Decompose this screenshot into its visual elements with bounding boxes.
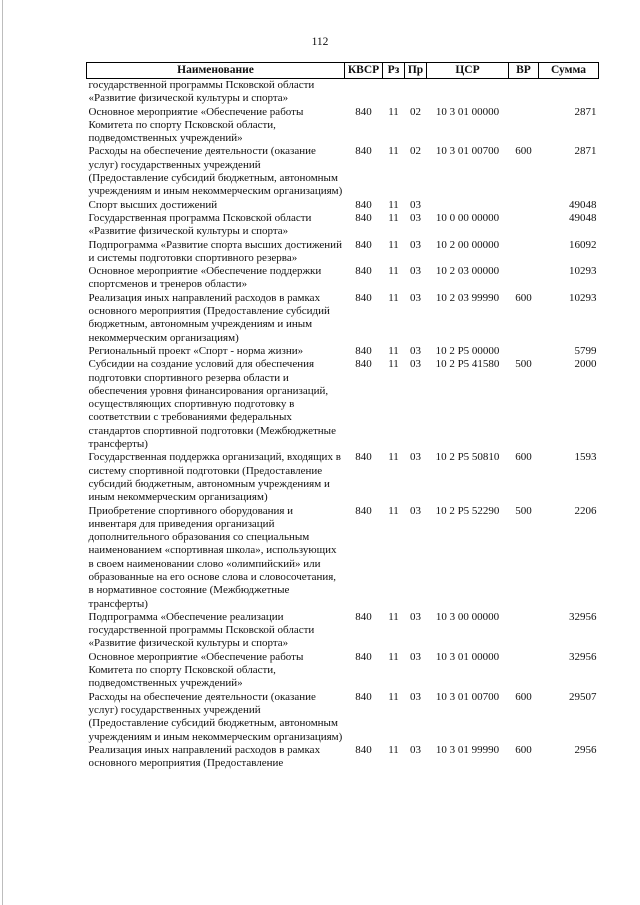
cell-sum: 2206 (574, 504, 597, 517)
cell-vr (509, 345, 539, 358)
cell-pr: 03 (410, 198, 421, 211)
cell-vr: 600 (515, 690, 532, 703)
cell-name: Региональный проект «Спорт - норма жизни» (88, 344, 304, 357)
header-row (87, 63, 599, 79)
cell-sum: 2956 (574, 743, 597, 756)
cell-name: Расходы на обеспечение деятельности (оказание услуг) государственных учреждений (Предоставление субсидий бюджетным, автономным учреждениям и иным некоммерческим организациям) (88, 145, 343, 198)
cell-name: Приобретение спортивного оборудования и инвентаря для приведения организаций дополнительного образования со специальным наименованием «спортивная школа», использующих в своем наименовании слово «олимпийский» или образованные на его основе слова и словосочетания, в нормативное состояние (Межбюджетные трансферты) (88, 504, 337, 610)
cell-sum: 49048 (569, 198, 597, 211)
cell-rz: 11 (388, 504, 399, 517)
cell-sum: 2871 (574, 145, 597, 158)
cell-name: Реализация иных направлений расходов в рамках основного мероприятия (Предоставление (88, 743, 321, 770)
cell-name: Основное мероприятие «Обеспечение поддержки спортсменов и тренеров области» (88, 265, 322, 291)
cell-kvsr: 840 (355, 358, 372, 371)
table-row (87, 744, 599, 771)
cell-pr: 03 (410, 690, 421, 703)
cell-csr: 10 3 01 00700 (435, 145, 500, 158)
table-row (87, 79, 599, 106)
cell-name: государственной программы Псковской области «Развитие физической культуры и спорта» (88, 79, 315, 105)
cell-vr: 500 (515, 358, 532, 371)
cell-kvsr: 840 (355, 743, 372, 756)
cell-sum: 32956 (569, 610, 597, 623)
cell-csr: 10 2 P5 00000 (435, 344, 500, 357)
table-row (87, 611, 599, 651)
cell-pr: 03 (410, 211, 421, 224)
cell-rz: 11 (388, 743, 399, 756)
cell-csr: 10 0 00 00000 (435, 211, 500, 224)
cell-kvsr: 840 (355, 238, 372, 251)
cell-kvsr: 840 (355, 198, 372, 211)
cell-rz: 11 (388, 291, 399, 304)
cell-rz: 11 (388, 145, 399, 158)
cell-sum: 2000 (574, 358, 597, 371)
cell-kvsr: 840 (355, 145, 372, 158)
budget-table (86, 62, 599, 770)
cell-name: Основное мероприятие «Обеспечение работы Комитета по спорту Псковской области, подведомственных учреждений» (88, 650, 304, 690)
table-row (87, 358, 599, 451)
header-csr: ЦСР (427, 63, 509, 79)
cell-csr: 10 3 01 00000 (435, 650, 500, 663)
cell-sum: 29507 (569, 690, 597, 703)
cell-kvsr: 840 (355, 504, 372, 517)
page-number: 112 (311, 36, 329, 48)
table-row (87, 145, 599, 198)
header-rz: Рз (383, 63, 405, 79)
cell-kvsr: 840 (355, 291, 372, 304)
cell-kvsr (345, 79, 383, 106)
cell-sum: 2871 (574, 105, 597, 118)
cell-pr (405, 79, 427, 106)
table-row (87, 292, 599, 345)
table-row (87, 106, 599, 146)
cell-rz: 11 (388, 198, 399, 211)
cell-kvsr: 840 (355, 105, 372, 118)
cell-rz: 11 (388, 105, 399, 118)
cell-name: Субсидии на создание условий для обеспечения подготовки спортивного резерва области и обеспечения уровня финансирования организаций, осуществляющих спортивную подготовку в соответствии с требованиями федеральных стандартов спортивной подготовки (Межбюджетные трансферты) (88, 358, 336, 451)
table-row (87, 691, 599, 744)
table-row (87, 199, 599, 212)
table-row (87, 651, 599, 691)
cell-sum: 10293 (569, 265, 597, 278)
cell-pr: 02 (410, 145, 421, 158)
cell-rz: 11 (388, 690, 399, 703)
cell-vr (509, 199, 539, 212)
cell-sum: 32956 (569, 650, 597, 663)
cell-pr: 03 (410, 358, 421, 371)
cell-kvsr: 840 (355, 690, 372, 703)
cell-sum: 1593 (574, 451, 597, 464)
cell-name: Реализация иных направлений расходов в рамках основного мероприятия (Предоставление субсидий бюджетным, автономным учреждениям и иным некоммерческим организациям) (88, 291, 330, 344)
cell-vr (509, 79, 539, 106)
cell-name: Расходы на обеспечение деятельности (оказание услуг) государственных учреждений (Предоставление субсидий бюджетным, автономным учреждениям и иным некоммерческим организациям) (88, 690, 343, 743)
header-kvsr: КВСР (345, 63, 383, 79)
cell-name: Основное мероприятие «Обеспечение работы Комитета по спорту Псковской области, подведомственных учреждений» (88, 105, 304, 145)
cell-sum: 10293 (569, 291, 597, 304)
cell-vr (509, 611, 539, 651)
cell-vr (509, 106, 539, 146)
header-pr: Пр (405, 63, 427, 79)
cell-rz: 11 (388, 265, 399, 278)
cell-pr: 03 (410, 610, 421, 623)
cell-rz: 11 (388, 610, 399, 623)
cell-vr (509, 212, 539, 239)
cell-rz: 11 (388, 358, 399, 371)
cell-csr: 10 2 00 00000 (435, 238, 500, 251)
cell-csr: 10 3 00 00000 (435, 610, 500, 623)
cell-name: Спорт высших достижений (88, 198, 218, 211)
cell-rz: 11 (388, 238, 399, 251)
cell-csr: 10 2 P5 50810 (435, 451, 500, 464)
cell-kvsr: 840 (355, 610, 372, 623)
table-row (87, 451, 599, 504)
cell-vr (509, 265, 539, 292)
cell-sum (539, 79, 599, 106)
cell-pr: 03 (410, 291, 421, 304)
cell-csr: 10 3 01 00700 (435, 690, 500, 703)
cell-rz: 11 (388, 451, 399, 464)
cell-csr (427, 199, 509, 212)
cell-pr: 03 (410, 238, 421, 251)
cell-sum: 49048 (569, 211, 597, 224)
cell-name: Подпрограмма «Развитие спорта высших достижений и системы подготовки спортивного резерва» (88, 238, 342, 264)
cell-csr: 10 3 01 00000 (435, 105, 500, 118)
header-sum: Сумма (539, 63, 599, 79)
cell-vr: 600 (515, 743, 532, 756)
cell-vr: 600 (515, 451, 532, 464)
cell-vr: 600 (515, 291, 532, 304)
cell-csr (427, 79, 509, 106)
cell-pr: 03 (410, 265, 421, 278)
table-header (87, 63, 599, 79)
cell-kvsr: 840 (355, 211, 372, 224)
table-row (87, 345, 599, 358)
header-vr: ВР (509, 63, 539, 79)
table-row (87, 239, 599, 266)
table-row (87, 212, 599, 239)
cell-vr (509, 651, 539, 691)
cell-pr: 03 (410, 504, 421, 517)
cell-vr: 500 (515, 504, 532, 517)
cell-csr: 10 2 P5 41580 (435, 358, 500, 371)
cell-csr: 10 3 01 99990 (435, 743, 500, 756)
cell-rz: 11 (388, 650, 399, 663)
cell-kvsr: 840 (355, 265, 372, 278)
cell-pr: 03 (410, 743, 421, 756)
table-row (87, 505, 599, 611)
cell-rz (383, 79, 405, 106)
cell-vr: 600 (515, 145, 532, 158)
cell-name: Государственная поддержка организаций, входящих в систему спортивной подготовки (Предоставление субсидий бюджетным, автономным учреждениям и иным некоммерческим организациям) (88, 451, 341, 504)
table-row (87, 265, 599, 292)
cell-name: Государственная программа Псковской области «Развитие физической культуры и спорта» (88, 211, 312, 238)
cell-csr: 10 2 03 99990 (435, 291, 500, 304)
cell-name: Подпрограмма «Обеспечение реализации государственной программы Псковской области «Развитие физической культуры и спорта» (88, 610, 315, 650)
cell-rz: 11 (388, 211, 399, 224)
cell-pr: 03 (410, 650, 421, 663)
cell-pr: 03 (410, 344, 421, 357)
cell-rz: 11 (388, 344, 399, 357)
cell-csr: 10 2 03 00000 (435, 265, 500, 278)
cell-pr: 03 (410, 451, 421, 464)
cell-sum: 5799 (574, 344, 597, 357)
cell-kvsr: 840 (355, 650, 372, 663)
cell-csr: 10 2 P5 52290 (435, 504, 500, 517)
cell-kvsr: 840 (355, 344, 372, 357)
cell-kvsr: 840 (355, 451, 372, 464)
cell-pr: 02 (410, 105, 421, 118)
scan-edge-line (2, 0, 3, 905)
cell-sum: 16092 (569, 238, 597, 251)
header-name: Наименование (87, 63, 345, 79)
table-body (87, 79, 599, 771)
cell-vr (509, 239, 539, 266)
